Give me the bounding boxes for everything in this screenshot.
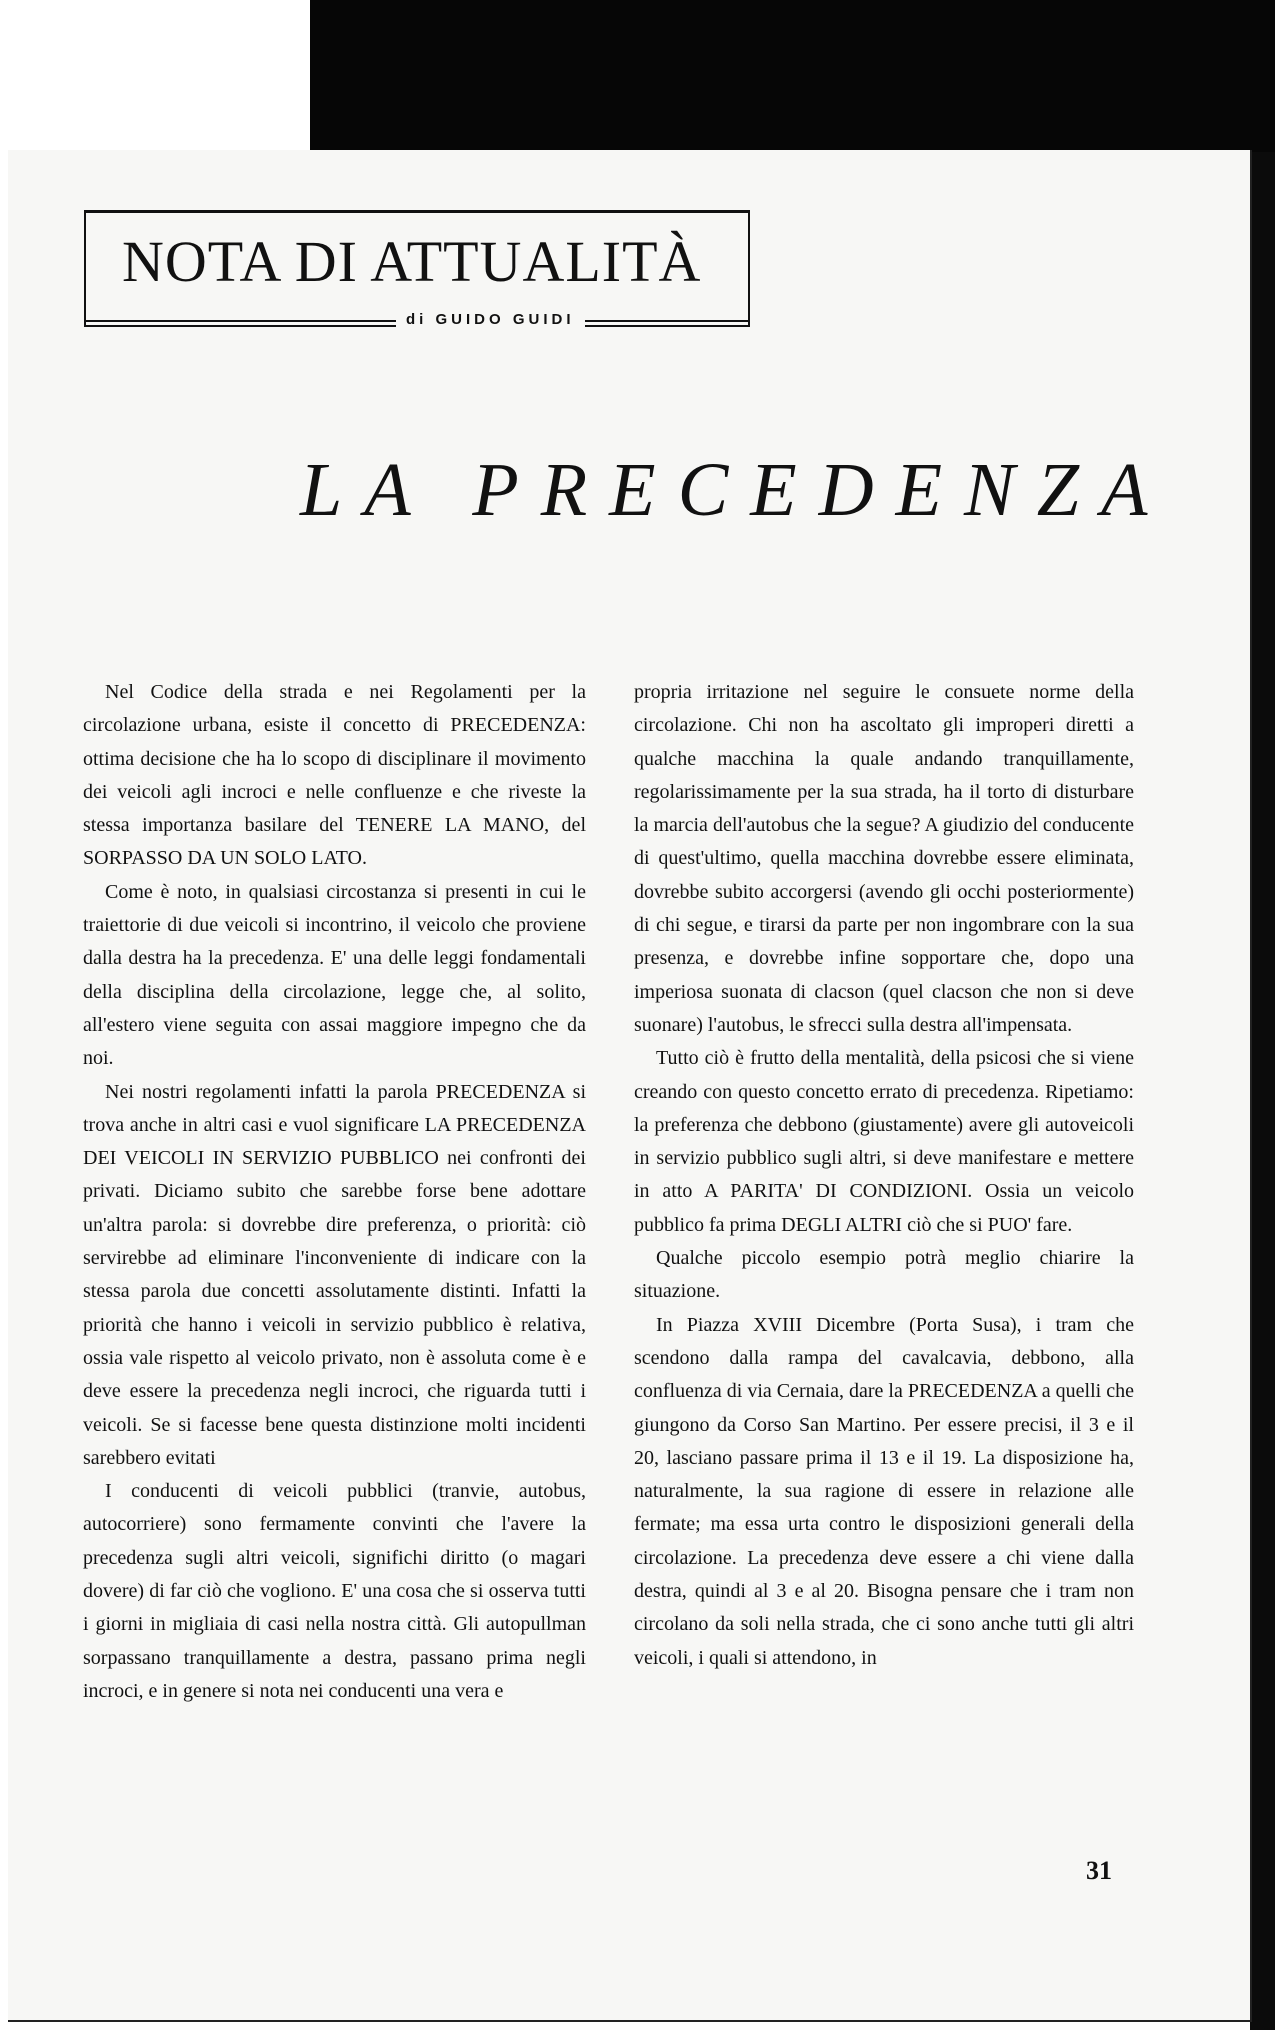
paragraph: I conducenti di veicoli pubblici (tranvie, autobus, autocorriere) sono fermamente convinti che l'avere la precedenza sugli altri veicoli, significhi diritto (o magari dovere) di far ciò che vogliono. E' una cosa che si osserva tutti i giorni in migliaia di casi nella nostra città. Gli autopullman sorpassano tranquillamente a destra, passano prima negli incroci, e in genere si nota nei conducenti una vera e [83,1480,586,1702]
paragraph: Tutto ciò è frutto della mentalità, della psicosi che si viene creando con questo concetto errato di precedenza. Ripetiamo: la preferenza che debbono (giustamente) avere gli autoveicoli in servizio pubblico sugli altri, si deve manifestare e mettere in atto A PARITA' DI CONDIZIONI. Ossia un veicolo pubblico fa prima DEGLI ALTRI ciò che si PUO' fare. [634,1047,1134,1236]
right-scan-border [1250,152,1275,2030]
right-column [634,676,1134,1675]
left-column [83,676,586,1708]
paragraph: Nel Codice della strada e nei Regolamenti per la circolazione urbana, esiste il concetto di PRECEDENZA: ottima decisione che ha lo scopo di disciplinare il movimento dei veicoli agli incroci e nelle confluenze e che riveste la stessa importanza basilare del TENERE LA MANO, del SORPASSO DA UN SOLO LATO. [83,681,586,870]
paragraph: Nei nostri regolamenti infatti la parola PRECEDENZA si trova anche in altri casi e vuol significare LA PRECEDENZA DEI VEICOLI IN SERVIZIO PUBBLICO nei confronti dei privati. Diciamo subito che sarebbe forse bene adottare un'altra parola: si dovrebbe dire preferenza, o priorità: ciò servirebbe ad eliminare l'inconveniente di indicare con la stessa parola due concetti assolutamente distinti. Infatti la priorità che hanno i veicoli in servizio pubblico è relativa, ossia vale rispetto al veicolo privato, non è assoluta come è e deve essere la precedenza negli incroci, che riguarda tutti i veicoli. Se si facesse bene questa distinzione molti incidenti sarebbero evitati [83,1080,586,1469]
page-number: 31 [1086,1856,1112,1885]
article-title: LA PRECEDENZA [300,448,1170,532]
section-header-box [84,210,750,327]
paragraph: Come è noto, in qualsiasi circostanza si presenti in cui le traiettorie di due veicoli si incontrino, il veicolo che proviene dalla destra ha la precedenza. E' una delle leggi fondamentali della disciplina della circolazione, legge che, al solito, all'estero viene seguita con assai maggiore impegno che da noi. [83,880,586,1070]
byline: di GUIDO GUIDI [396,311,585,328]
paragraph: In Piazza XVIII Dicembre (Porta Susa), i tram che scendono dalla rampa del cavalcavia, debbono, alla confluenza di via Cernaia, dare la PRECEDENZA a quelli che giungono da Corso San Martino. Per essere precisi, il 3 e il 20, lasciano passare prima il 13 e il 19. La disposizione ha, naturalmente, la sua ragione di essere in relazione alle fermate; ma essa urta contro le disposizioni generali della circolazione. La precedenza deve essere a chi viene dalla destra, quindi al 3 e al 20. Bisogna pensare che i tram non circolano da soli nella strada, che ci sono anche tutti gli altri veicoli, i quali si attendono, in [634,1313,1134,1669]
top-scan-border [0,0,1275,152]
section-title: NOTA DI ATTUALITÀ [122,229,702,294]
paragraph: Qualche piccolo esempio potrà meglio chiarire la situazione. [634,1247,1134,1303]
top-black-band [310,0,1275,152]
paragraph: propria irritazione nel seguire le consuete norme della circolazione. Chi non ha ascoltato gli improperi diretti a qualche macchina la quale andando tranquillamente, regolarissimamente per la sua strada, ha il torto di disturbare la marcia dell'autobus che la segue? A giudizio del conducente di quest'ultimo, quella macchina dovrebbe essere eliminata, dovrebbe subito accorgersi (avendo gli occhi posteriormente) di chi segue, e tirarsi da parte per non ingombrare con la sua presenza, e dovrebbe infine sopportare che, dopo una imperiosa suonata di clacson (quel clacson che non si deve suonare) l'autobus, le sfrecci sulla destra all'impensata. [634,681,1134,1036]
